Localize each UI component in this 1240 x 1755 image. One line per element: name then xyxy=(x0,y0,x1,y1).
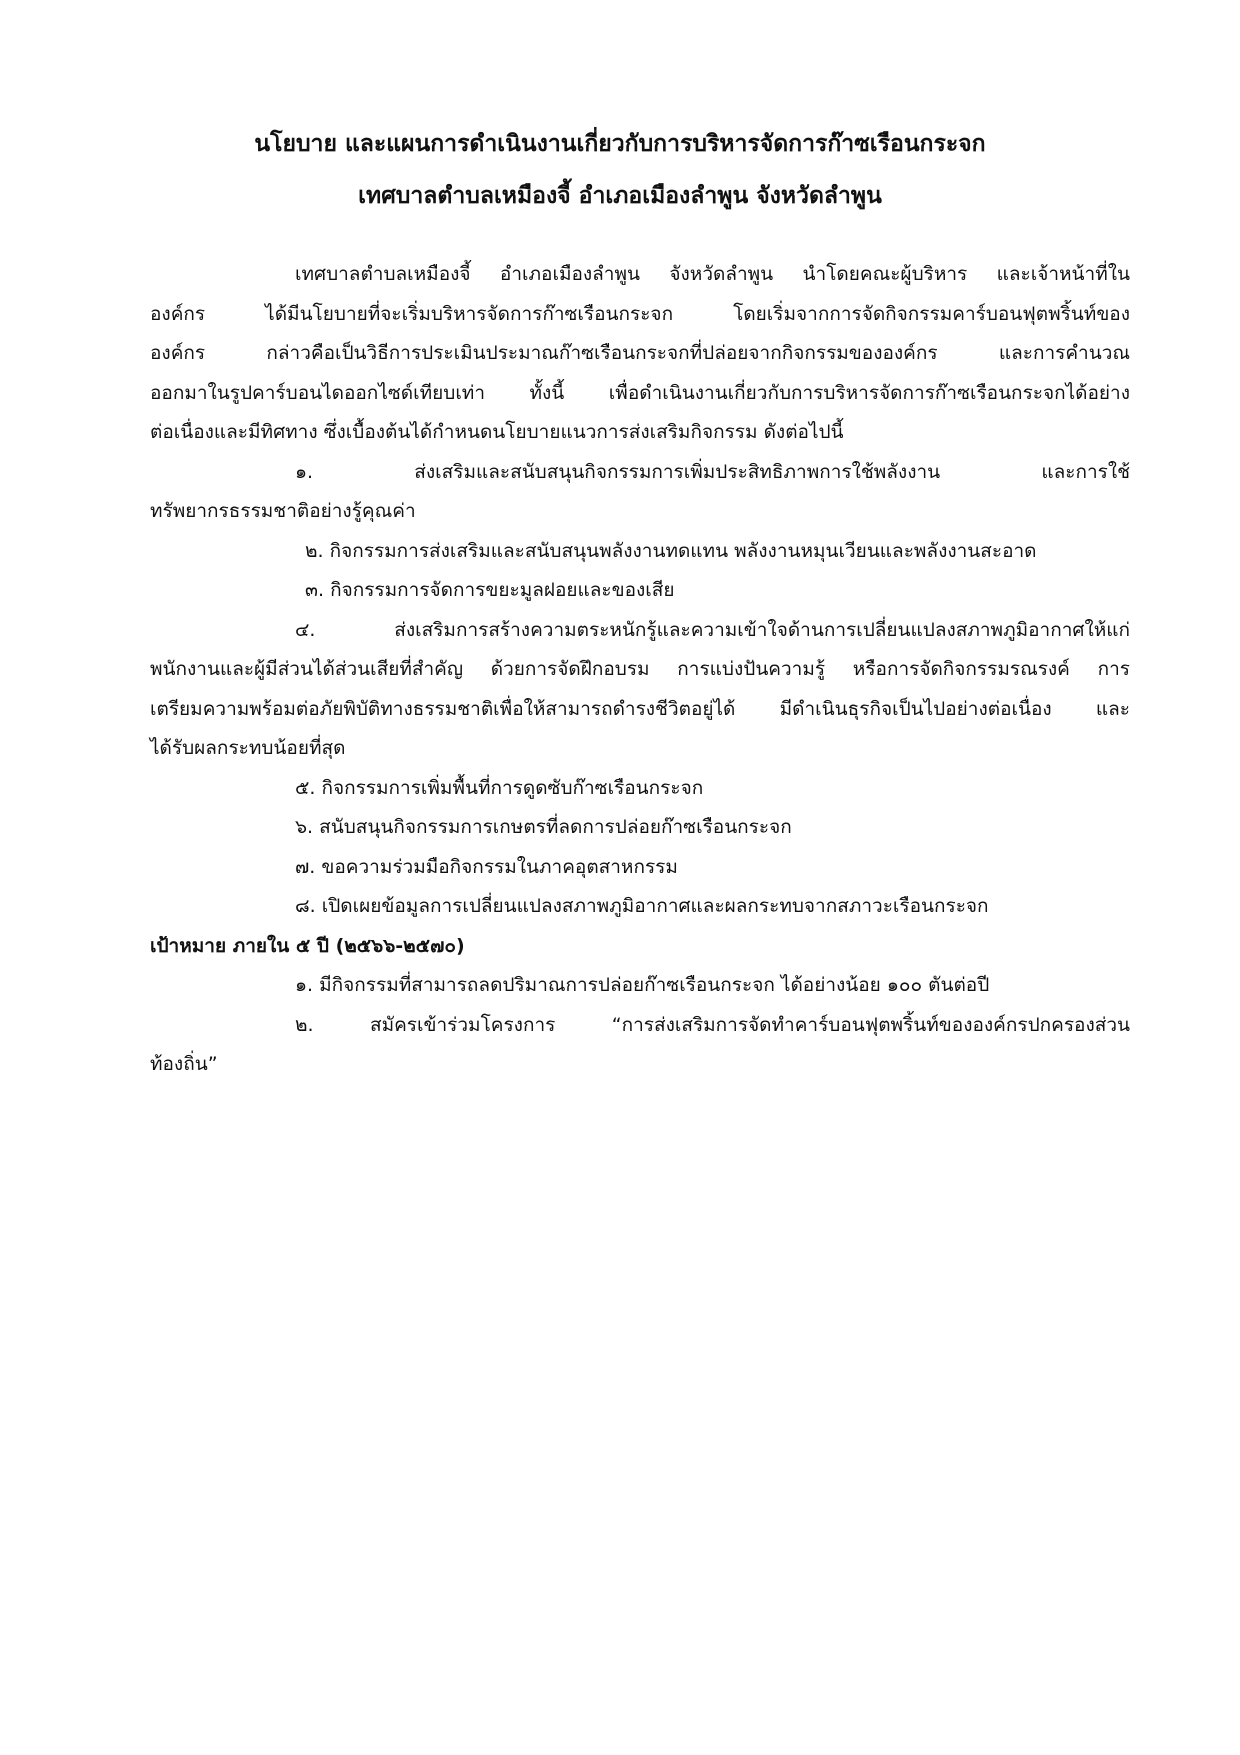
policy-item-5: ๕. กิจกรรมการเพิ่มพื้นที่การดูดซับก๊าซเรือนกระจก xyxy=(295,776,704,799)
policy-item-6: ๖. สนับสนุนกิจกรรมการเกษตรที่ลดการปล่อยก๊าซเรือนกระจก xyxy=(295,816,792,838)
policy-line: ๔. ส่งเสริมการสร้างความตระหนักรู้และความเข้าใจด้านการเปลี่ยนแปลงสภาพภูมิอากาศให้แก่ xyxy=(295,618,1130,641)
policy-item-7: ๗. ขอความร่วมมือกิจกรรมในภาคอุตสาหกรรม xyxy=(295,855,678,878)
goal-item-2 xyxy=(150,1006,1130,1085)
intro-line: เทศบาลตำบลเหมืองจี้ อำเภอเมืองลำพูน จังหวัดลำพูน นำโดยคณะผู้บริหาร และเจ้าหน้าที่ใน xyxy=(295,263,1130,285)
policy-item-4 xyxy=(150,611,1130,769)
intro-line: องค์กร กล่าวคือเป็นวิธีการประเมินประมาณก๊าซเรือนกระจกที่ปล่อยจากกิจกรรมขององค์กร และการคำนวณ xyxy=(150,342,1130,364)
policy-line: ทรัพยากรธรรมชาติอย่างรู้คุณค่า xyxy=(150,500,416,522)
intro-paragraph xyxy=(150,255,1130,453)
policy-list xyxy=(150,453,1130,927)
document-title xyxy=(150,118,1090,222)
policy-item-3: ๓. กิจกรรมการจัดการขยะมูลฝอยและของเสีย xyxy=(305,579,675,601)
title-line-2: เทศบาลตำบลเหมืองจี้ อำเภอเมืองลำพูน จังหวัดลำพูน xyxy=(358,183,882,209)
goal-line: ท้องถิ่น” xyxy=(150,1053,218,1075)
policy-line: ได้รับผลกระทบน้อยที่สุด xyxy=(150,737,346,759)
policy-item-1 xyxy=(150,453,1130,532)
goal-line: ๒. สมัครเข้าร่วมโครงการ “การส่งเสริมการจัดทำคาร์บอนฟุตพริ้นท์ขององค์กรปกครองส่วน xyxy=(295,1013,1130,1036)
policy-line: ๑. ส่งเสริมและสนับสนุนกิจกรรมการเพิ่มประสิทธิภาพการใช้พลังงาน และการใช้ xyxy=(295,460,1130,483)
intro-line: ออกมาในรูปคาร์บอนไดออกไซด์เทียบเท่า ทั้งนี้ เพื่อดำเนินงานเกี่ยวกับการบริหารจัดการก๊าซเรือนกระจกได้อย่าง xyxy=(150,381,1130,404)
policy-item-8: ๘. เปิดเผยข้อมูลการเปลี่ยนแปลงสภาพภูมิอากาศและผลกระทบจากสภาวะเรือนกระจก xyxy=(295,895,989,917)
policy-item-2: ๒. กิจกรรมการส่งเสริมและสนับสนุนพลังงานทดแทน พลังงานหมุนเวียนและพลังงานสะอาด xyxy=(305,539,1037,562)
intro-line: ต่อเนื่องและมีทิศทาง ซึ่งเบื้องต้นได้กำหนดนโยบายแนวการส่งเสริมกิจกรรม ดังต่อไปนี้ xyxy=(150,421,844,443)
intro-line: องค์กร ได้มีนโยบายที่จะเริ่มบริหารจัดการก๊าซเรือนกระจก โดยเริ่มจากการจัดกิจกรรมคาร์บอนฟุตพริ้นท์ของ xyxy=(150,302,1130,325)
goals-heading: เป้าหมาย ภายใน ๕ ปี (๒๕๖๖-๒๕๗๐) xyxy=(150,934,465,957)
goals-section xyxy=(150,927,1130,1085)
policy-line: พนักงานและผู้มีส่วนได้ส่วนเสียที่สำคัญ ด้วยการจัดฝึกอบรม การแบ่งปันความรู้ หรือการจัดกิจกรรมรณรงค์ การ xyxy=(150,658,1130,680)
policy-line: เตรียมความพร้อมต่อภัยพิบัติทางธรรมชาติเพื่อให้สามารถดำรงชีวิตอยู่ได้ มีดำเนินธุรกิจเป็นไปอย่างต่อเนื่อง และ xyxy=(150,697,1130,720)
title-line-1: นโยบาย และแผนการดำเนินงานเกี่ยวกับการบริหารจัดการก๊าซเรือนกระจก xyxy=(254,131,986,157)
goal-item-1: ๑. มีกิจกรรมที่สามารถลดปริมาณการปล่อยก๊าซเรือนกระจก ได้อย่างน้อย ๑๐๐ ตันต่อปี xyxy=(295,974,990,996)
document-body xyxy=(150,255,1130,1085)
